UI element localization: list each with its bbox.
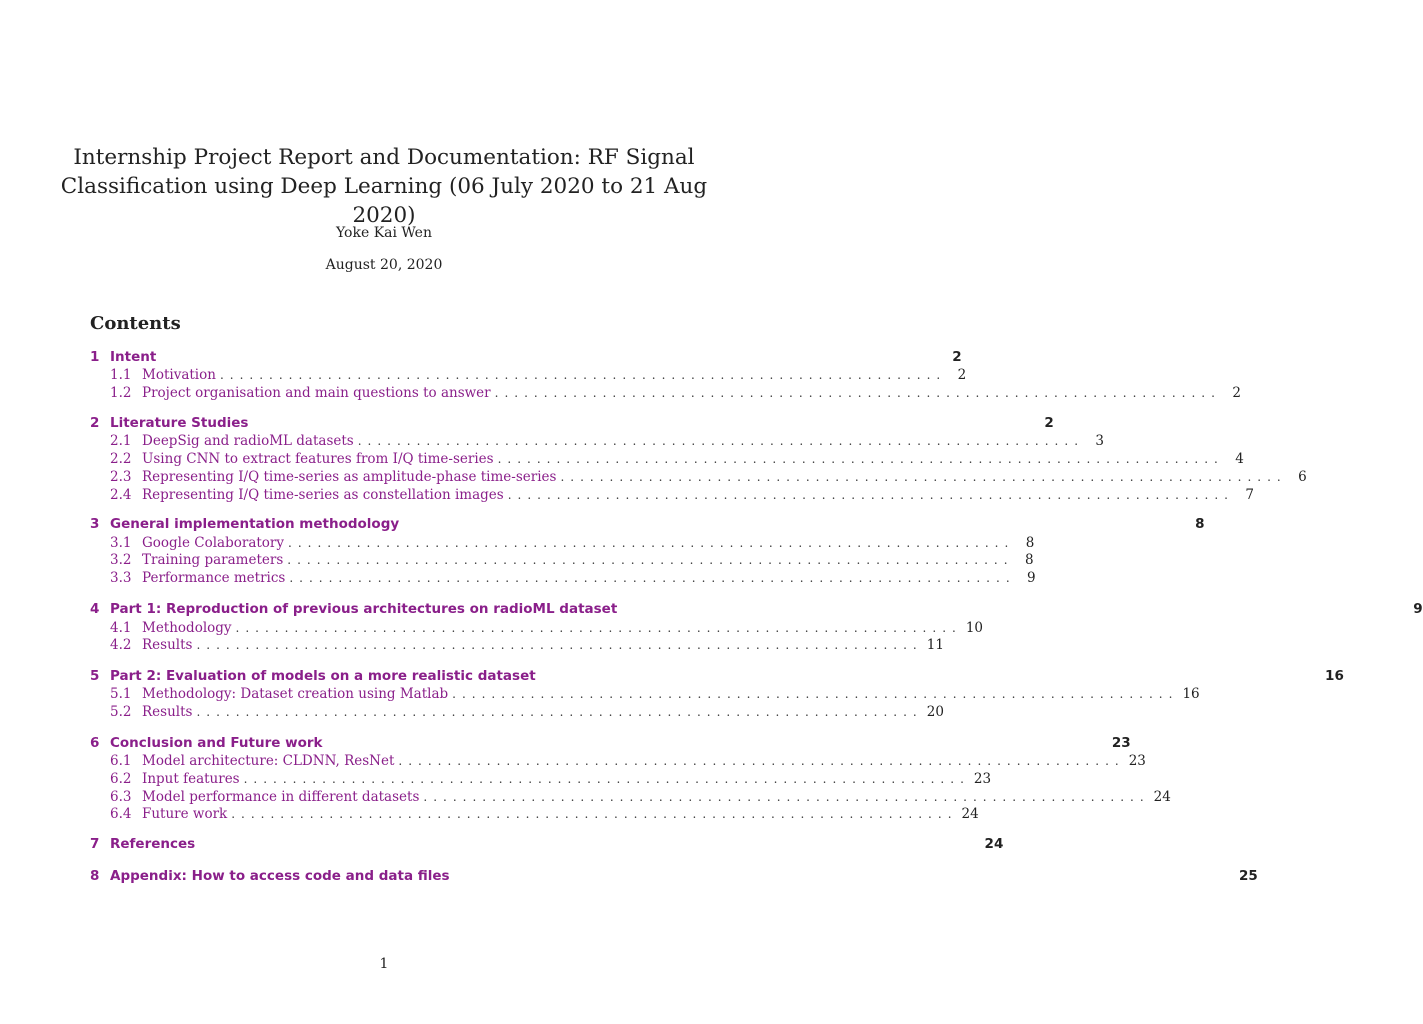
toc-number: 4.2	[110, 637, 132, 653]
toc-subsection-3-2[interactable]	[90, 552, 1034, 568]
toc-page: 20	[926, 704, 944, 720]
toc-number: 3	[90, 516, 100, 532]
toc-title: Representing I/Q time-series as constellation images	[142, 487, 504, 503]
toc-subsection-4-2[interactable]	[90, 637, 944, 653]
toc-title: Project organisation and main questions to answer	[142, 385, 491, 401]
toc-subsection-3-1[interactable]	[90, 535, 1035, 551]
toc-number: 5	[90, 668, 100, 684]
toc-leader: ..........................................................................	[196, 638, 923, 652]
toc-page: 10	[965, 620, 984, 636]
toc-section-5[interactable]	[90, 668, 1344, 684]
toc-number: 2.3	[110, 469, 132, 485]
toc-title: Model architecture: CLDNN, ResNet	[142, 753, 395, 769]
toc-subsection-2-4[interactable]	[90, 487, 1254, 503]
toc-page: 24	[961, 806, 979, 822]
toc-section-7[interactable]	[90, 836, 1004, 852]
toc-leader: ..........................................................................	[497, 452, 1224, 466]
toc-title: Part 2: Evaluation of models on a more realistic dataset	[110, 668, 536, 684]
toc-title: Results	[142, 637, 193, 653]
toc-leader: ..........................................................................	[507, 488, 1234, 502]
contents-heading: Contents	[90, 313, 181, 334]
toc-subsection-4-1[interactable]	[90, 620, 984, 636]
toc-title: Model performance in different datasets	[142, 789, 420, 805]
toc-number: 5.2	[110, 704, 132, 720]
document-title: Internship Project Report and Documentation: RF Signal Classification using Deep Learning (06 July 2020 to 21 Aug 2020)	[60, 145, 708, 228]
toc-leader: ..........................................................................	[289, 571, 1016, 585]
toc-leader: ..........................................................................	[452, 687, 1179, 701]
toc-subsection-6-2[interactable]	[90, 771, 992, 787]
toc-page: 24	[1153, 789, 1171, 805]
toc-title: Appendix: How to access code and data files	[110, 868, 450, 884]
toc-page: 9	[1027, 570, 1036, 586]
toc-title: Performance metrics	[142, 570, 286, 586]
toc-title: DeepSig and radioML datasets	[142, 433, 354, 449]
toc-page: 23	[1128, 753, 1146, 769]
toc-page: 9	[1413, 601, 1423, 617]
toc-page: 8	[1024, 552, 1034, 568]
toc-subsection-6-1[interactable]	[90, 753, 1146, 769]
toc-section-2[interactable]	[90, 415, 1054, 431]
toc-page: 2	[952, 349, 962, 365]
toc-title: Input features	[142, 771, 240, 787]
toc-number: 2.4	[110, 487, 132, 503]
toc-number: 3.3	[110, 570, 132, 586]
toc-leader: ..........................................................................	[287, 553, 1014, 567]
page-number: 1	[379, 956, 389, 972]
toc-leader: ..........................................................................	[494, 386, 1221, 400]
toc-page: 6	[1298, 469, 1307, 485]
document-date: August 20, 2020	[325, 257, 443, 273]
toc-page: 16	[1325, 668, 1344, 684]
toc-leader: ..........................................................................	[398, 754, 1125, 768]
toc-title: Methodology	[142, 620, 232, 636]
toc-section-3[interactable]	[90, 516, 1205, 532]
toc-leader: ..........................................................................	[231, 807, 958, 821]
toc-page: 25	[1238, 868, 1258, 884]
toc-number: 6.4	[110, 806, 132, 822]
toc-section-1[interactable]	[90, 349, 962, 365]
toc-number: 2	[90, 415, 100, 431]
toc-page: 24	[984, 836, 1004, 852]
toc-number: 2.1	[110, 433, 132, 449]
toc-page: 3	[1095, 433, 1105, 449]
toc-page: 11	[926, 637, 944, 653]
toc-title: General implementation methodology	[110, 516, 400, 532]
toc-title: Using CNN to extract features from I/Q time-series	[142, 451, 494, 467]
toc-section-4[interactable]	[90, 601, 1423, 617]
toc-subsection-2-2[interactable]	[90, 451, 1244, 467]
toc-number: 2.2	[110, 451, 132, 467]
toc-title: Training parameters	[142, 552, 284, 568]
toc-subsection-1-2[interactable]	[90, 385, 1241, 401]
toc-number: 4	[90, 601, 100, 617]
toc-title: Results	[142, 704, 193, 720]
toc-leader: ..........................................................................	[196, 705, 923, 719]
toc-page: 8	[1025, 535, 1035, 551]
toc-page: 23	[1111, 735, 1131, 751]
toc-title: References	[110, 836, 196, 852]
toc-subsection-3-3[interactable]	[90, 570, 1036, 586]
toc-leader: ..........................................................................	[288, 536, 1015, 550]
toc-title: Literature Studies	[110, 415, 249, 431]
toc-number: 3.1	[110, 535, 132, 551]
toc-page: 2	[957, 367, 967, 383]
toc-leader: ..........................................................................	[219, 368, 947, 382]
toc-number: 8	[90, 868, 100, 884]
author-name: Yoke Kai Wen	[336, 225, 432, 241]
toc-subsection-6-4[interactable]	[90, 806, 979, 822]
toc-title: Representing I/Q time-series as amplitude-phase time-series	[142, 469, 557, 485]
toc-leader: ..........................................................................	[243, 772, 970, 786]
toc-page: 2	[1044, 415, 1054, 431]
toc-title: Methodology: Dataset creation using Matlab	[142, 686, 449, 702]
toc-number: 1.2	[110, 385, 132, 401]
toc-subsection-2-1[interactable]	[90, 433, 1105, 449]
toc-number: 6.1	[110, 753, 132, 769]
toc-number: 4.1	[110, 620, 132, 636]
toc-number: 6	[90, 735, 100, 751]
toc-page: 23	[973, 771, 992, 787]
toc-subsection-2-3[interactable]	[90, 469, 1307, 485]
toc-page: 2	[1232, 385, 1241, 401]
toc-title: Future work	[142, 806, 228, 822]
toc-number: 1.1	[110, 367, 132, 383]
toc-section-8[interactable]	[90, 868, 1258, 884]
toc-leader: ..........................................................................	[560, 470, 1287, 484]
toc-number: 6.2	[110, 771, 132, 787]
toc-number: 3.2	[110, 552, 132, 568]
toc-title: Part 1: Reproduction of previous architectures on radioML dataset	[110, 601, 618, 617]
toc-page: 4	[1235, 451, 1244, 467]
toc-number: 5.1	[110, 686, 132, 702]
toc-number: 1	[90, 349, 100, 365]
toc-title: Google Colaboratory	[142, 535, 285, 551]
toc-title: Motivation	[142, 367, 216, 383]
toc-page: 7	[1245, 487, 1254, 503]
toc-subsection-5-1[interactable]	[90, 686, 1200, 702]
toc-title: Intent	[110, 349, 157, 365]
toc-leader: ..........................................................................	[235, 621, 962, 635]
toc-page: 8	[1195, 516, 1205, 532]
toc-page: 16	[1182, 686, 1200, 702]
toc-leader: ..........................................................................	[357, 434, 1085, 448]
toc-subsection-1-1[interactable]	[90, 367, 967, 383]
toc-section-6[interactable]	[90, 735, 1131, 751]
toc-leader: ..........................................................................	[423, 790, 1150, 804]
toc-subsection-6-3[interactable]	[90, 789, 1171, 805]
toc-subsection-5-2[interactable]	[90, 704, 944, 720]
toc-number: 7	[90, 836, 100, 852]
toc-title: Conclusion and Future work	[110, 735, 323, 751]
toc-number: 6.3	[110, 789, 132, 805]
